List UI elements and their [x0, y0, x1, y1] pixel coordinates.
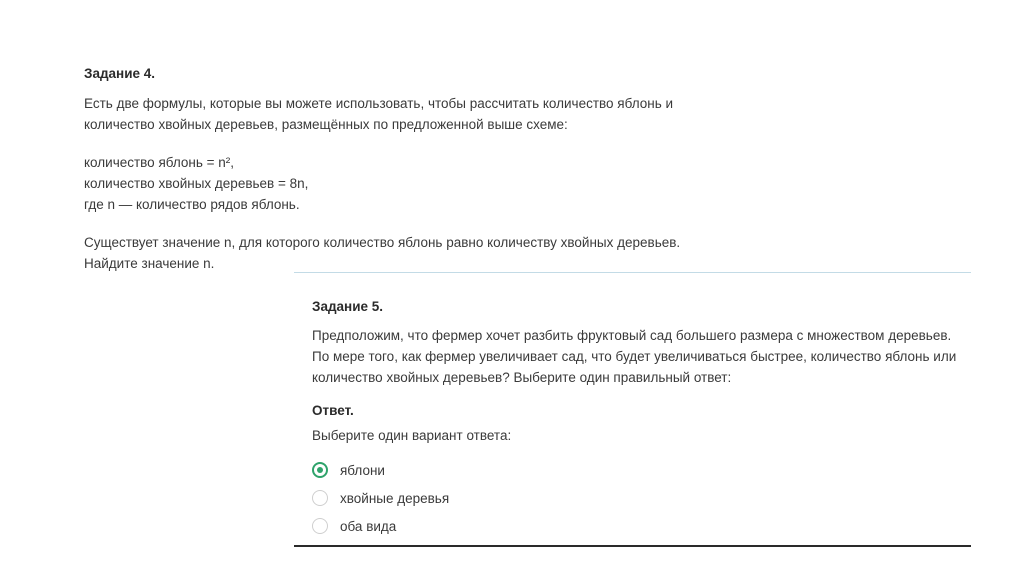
option-label: оба вида: [340, 518, 397, 534]
task-5-text-line: количество хвойных деревьев? Выберите один правильный ответ:: [312, 370, 732, 385]
formula-apples: количество яблонь = n²,: [84, 155, 235, 170]
task-4-block: [84, 66, 724, 274]
task-4-title: Задание 4.: [84, 66, 156, 81]
task-4-question-line: Существует значение n, для которого количество яблонь равно количеству хвойных деревьев.: [84, 235, 681, 250]
option-apples[interactable]: [312, 456, 962, 484]
task-5-text-line: Предположим, что фермер хочет разбить фруктовый сад большего размера с множеством деревьев.: [312, 328, 952, 343]
radio-unchecked-icon[interactable]: [312, 518, 328, 534]
formula-definition: где n — количество рядов яблонь.: [84, 197, 300, 212]
task-5-content: [312, 299, 962, 540]
task-5-text-line: По мере того, как фермер увеличивает сад, что будет увеличиваться быстрее, количество яблонь или: [312, 349, 957, 364]
task-4-text-line: количество хвойных деревьев, размещённых по предложенной выше схеме:: [84, 117, 568, 132]
option-label: яблони: [340, 462, 385, 478]
task-5-title: Задание 5.: [312, 299, 384, 314]
radio-unchecked-icon[interactable]: [312, 490, 328, 506]
radio-checked-icon[interactable]: [312, 462, 328, 478]
paragraph-gap: [84, 135, 724, 152]
choose-hint: Выберите один вариант ответа:: [312, 428, 512, 443]
task-4-question-line: Найдите значение n.: [84, 256, 215, 271]
formula-conifers: количество хвойных деревьев = 8n,: [84, 176, 309, 191]
task-4-text-line: Есть две формулы, которые вы можете использовать, чтобы рассчитать количество яблонь и: [84, 96, 674, 111]
answer-title: Ответ.: [312, 403, 354, 418]
paragraph-gap: [84, 215, 724, 232]
option-label: хвойные деревья: [340, 490, 450, 506]
task-5-card: [294, 272, 971, 547]
option-conifers[interactable]: [312, 484, 962, 512]
option-both[interactable]: [312, 512, 962, 540]
